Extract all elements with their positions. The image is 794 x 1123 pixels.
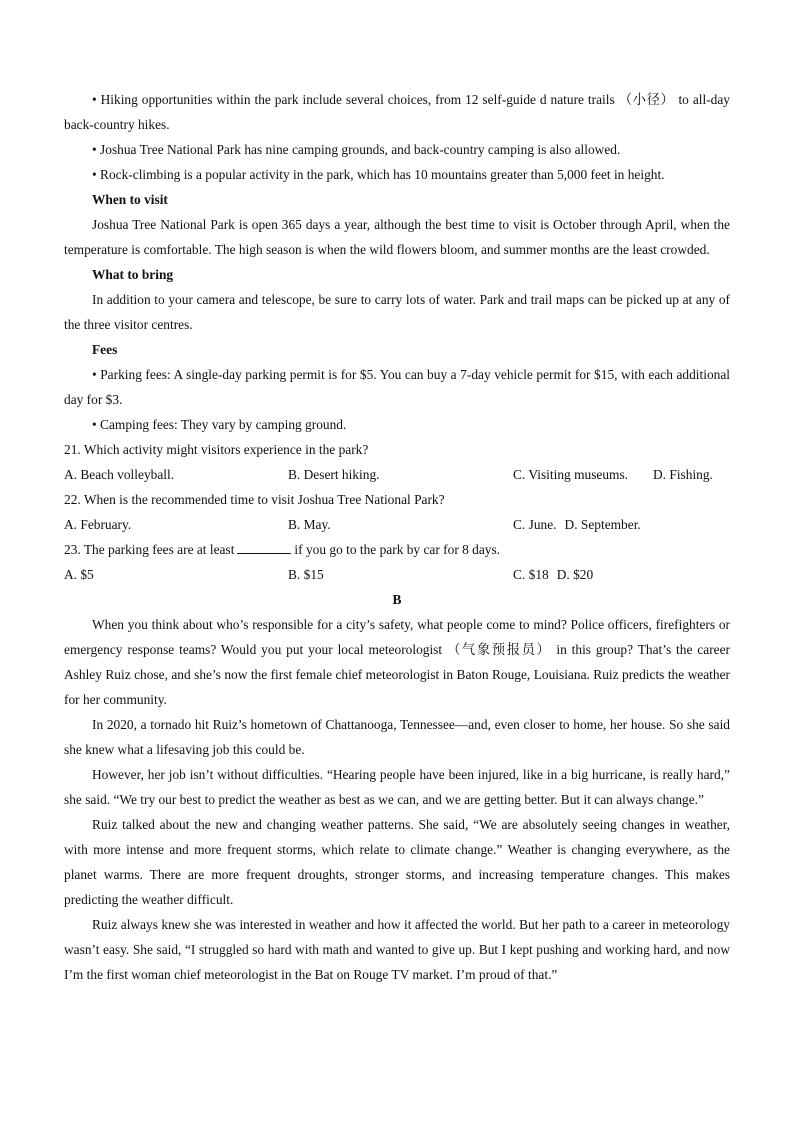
section-b-paragraph-1: When you think about who’s responsible for a city’s safety, what people come to mind? Police officers, firefighters or emergency response teams? Would you put your local meteorologist （气象预报员） in this group? That’s the career Ashley Ruiz chose, and she’s now the first female chief meteorologist in Baton Rouge, Louisiana. Ruiz predicts the weather for her community. — [64, 617, 730, 707]
option-d: D. September. — [564, 517, 641, 532]
question-22-options — [64, 512, 730, 537]
option-d: D. $20 — [556, 567, 594, 582]
document-page — [64, 87, 730, 987]
heading-fees: Fees — [92, 342, 118, 357]
section-b-label: B — [392, 592, 402, 607]
question-21-options — [64, 462, 730, 487]
bullet-camping-fees: • Camping fees: They vary by camping ground. — [92, 417, 347, 432]
question-22-stem: 22. When is the recommended time to visit Joshua Tree National Park? — [64, 492, 445, 507]
options-c-d — [513, 562, 593, 587]
option-c: C. $18 — [513, 567, 549, 582]
option-a: A. February. — [64, 517, 132, 532]
options-c-d — [513, 512, 641, 537]
heading-when-to-visit: When to visit — [92, 192, 168, 207]
option-b: B. May. — [288, 517, 331, 532]
answer-blank — [237, 539, 291, 554]
section-b-paragraph-4: Ruiz talked about the new and changing weather patterns. She said, “We are absolutely seeing changes in weather, with more intense and more frequent storms, which relate to climate change.” Weather is changing everywhere, as the planet warms. There are more frequent droughts, stronger storms, and increasing temperature changes. This makes predicting the weather difficult. — [64, 817, 730, 907]
question-23-stem-after: if you go to the park by car for 8 days. — [294, 542, 501, 557]
option-c: C. June. — [513, 517, 557, 532]
bullet-rock-climbing: • Rock-climbing is a popular activity in the park, which has 10 mountains greater than 5,000 feet in height. — [92, 167, 665, 182]
question-23-stem — [64, 537, 730, 562]
option-d: D. Fishing. — [653, 467, 713, 482]
option-b: B. Desert hiking. — [288, 467, 380, 482]
heading-what-to-bring: What to bring — [92, 267, 174, 282]
question-23-stem-before: 23. The parking fees are at least — [64, 542, 235, 557]
bullet-camping-grounds: • Joshua Tree National Park has nine camping grounds, and back-country camping is also allowed. — [92, 142, 621, 157]
section-b-paragraph-3: However, her job isn’t without difficulties. “Hearing people have been injured, like in a big hurricane, is really hard,” she said. “We try our best to predict the weather as best as we can, and we are getting better. But it can always change.” — [64, 767, 730, 807]
option-b: B. $15 — [288, 567, 324, 582]
section-b-paragraph-5: Ruiz always knew she was interested in weather and how it affected the world. But her path to a career in meteorology wasn’t easy. She said, “I struggled so hard with math and wanted to give up. But I kept pushing and working hard, and now I’m the first woman chief meteorologist in the Bat on Rouge TV market. I’m proud of that.” — [64, 917, 730, 982]
section-b-paragraph-2: In 2020, a tornado hit Ruiz’s hometown of Chattanooga, Tennessee—and, even closer to home, her house. So she said she knew what a lifesaving job this could be. — [64, 717, 730, 757]
paragraph-what-to-bring: In addition to your camera and telescope, be sure to carry lots of water. Park and trail maps can be picked up at any of the three visitor centres. — [64, 292, 730, 332]
bullet-hiking: • Hiking opportunities within the park include several choices, from 12 self-guide d nature trails （小径） to all-day back-country hikes. — [64, 92, 730, 132]
option-a: A. Beach volleyball. — [64, 467, 175, 482]
option-c: C. Visiting museums. — [513, 467, 629, 482]
option-a: A. $5 — [64, 567, 94, 582]
bullet-parking-fees: • Parking fees: A single-day parking permit is for $5. You can buy a 7-day vehicle permit for $15, with each additional day for $3. — [64, 367, 730, 407]
question-23-options — [64, 562, 730, 587]
paragraph-when-to-visit: Joshua Tree National Park is open 365 days a year, although the best time to visit is October through April, when the temperature is comfortable. The high season is when the wild flowers bloom, and summer months are the least crowded. — [64, 217, 730, 257]
question-21-stem: 21. Which activity might visitors experience in the park? — [64, 442, 369, 457]
